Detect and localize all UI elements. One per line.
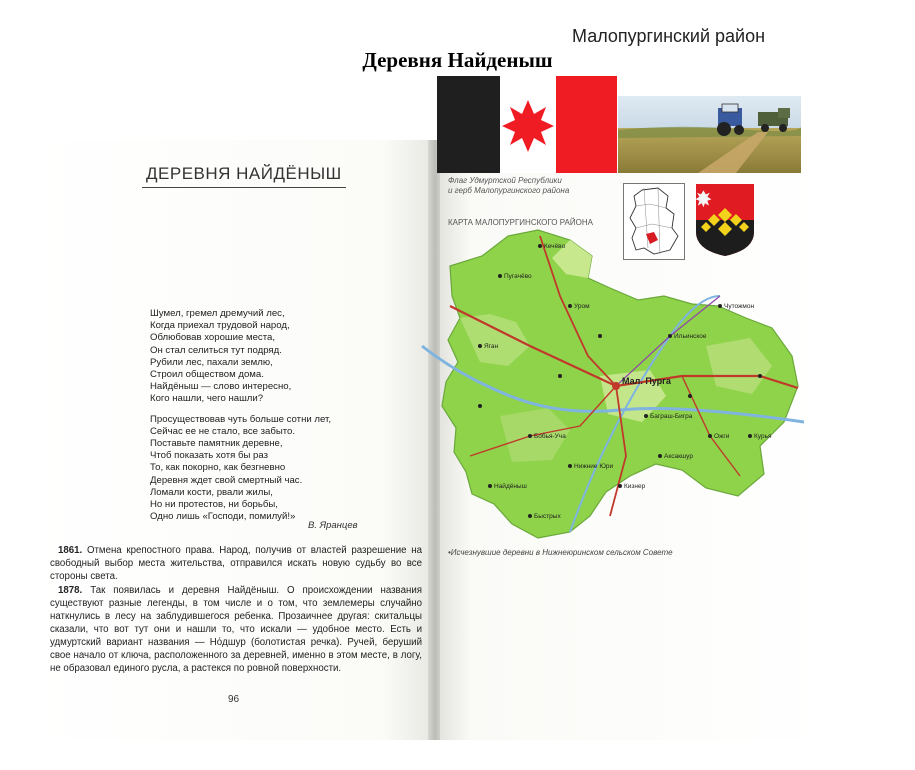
poem-line: Когда приехал трудовой народ, [150, 320, 290, 332]
poem-line: Чтоб показать хотя бы раз [150, 450, 269, 462]
map-label: Аксакшур [664, 453, 693, 460]
map-label: Найдёныш [494, 483, 527, 490]
poem-line: Шумел, гремел дремучий лес, [150, 308, 285, 319]
poem-line: Одно лишь «Господи, помилуй!» [150, 511, 296, 523]
tractor-field-photo [618, 96, 801, 173]
map-label: Баграш-Бигра [650, 413, 693, 420]
chapter-heading: ДЕРЕВНЯ НАЙДЁНЫШ [142, 164, 346, 188]
poem-line: Ломали кости, рвали жилы, [150, 486, 273, 498]
history-year: 1861. [58, 545, 83, 556]
poem [150, 308, 410, 531]
poem-stanza-1 [150, 308, 410, 406]
left-page [30, 140, 430, 740]
history-text [50, 544, 422, 676]
poem-line: Поставьте памятник деревне, [150, 438, 283, 450]
poem-stanza-2 [150, 414, 410, 524]
history-body: Так появилась и деревня Найдёныш. О происхождении названия существуют разные легенды, в том числе и о том, что землемеры случайно наткнулись в лесу на заблудившегося ребенка. Прозаичнее другая: скитальцы сказали, что вот тут они и нашли то, что искали — удобное место. Есть и удмуртский вариант названия — Нόдшур (болотистая речка). Ручей, беруший свое начало от ключа, расположенного за деревней, именно в этом месте, в логу, не образовал единого русла, а растекся по ровной поверхности. [50, 585, 422, 674]
tractor-icon [717, 104, 744, 136]
map-label: Бобья-Уча [534, 433, 566, 440]
flag-caption-line: и герб Малопургинского района [448, 186, 570, 195]
map-label: Нижние Юри [574, 463, 614, 470]
poem-line: Сейчас ее не стало, все забыто. [150, 425, 296, 437]
district-title: Малопургинский район [572, 26, 766, 46]
history-paragraph-1878 [50, 584, 422, 675]
map-label: Яган [484, 343, 499, 350]
map-caption: КАРТА МАЛОПУРГИНСКОГО РАЙОНА [448, 218, 593, 227]
poem-line: То, как покорно, как безгневно [150, 462, 286, 474]
flag-red-stripe [556, 76, 617, 173]
history-paragraph-1861 [50, 544, 422, 583]
poem-line: Кого нашли, чего нашли? [150, 393, 264, 405]
poem-line: Рубили лес, пахали землю, [150, 356, 273, 368]
map-footnote: •Исчезнувшие деревни в Нижнеюринском сельском Совете [448, 548, 673, 557]
flag-caption [448, 176, 569, 196]
document-title: Деревня Найденыш [362, 48, 553, 72]
map-label: Уром [574, 303, 590, 310]
map-label: Быстрых [534, 513, 561, 520]
map-label: Ожги [714, 433, 730, 440]
history-body: Отмена крепостного права. Народ, получив от властей разрешение на свободный выбор места жительства, отправился искать новую судьбу во все стороны света. [50, 545, 422, 582]
map-label: Кизнер [624, 483, 646, 490]
map-label: Пугачёво [504, 273, 532, 280]
map-label: Курья [754, 433, 772, 440]
poem-line: Просуществовав чуть больше сотни лет, [150, 413, 332, 425]
map-label-center: Мал. Пурга [622, 376, 671, 386]
map-label: Чутожмон [724, 303, 755, 310]
district-map [420, 226, 804, 548]
page-number: 96 [228, 694, 240, 705]
poem-line: Строил обществом дома. [150, 369, 264, 381]
flag-black-stripe [437, 76, 500, 173]
udmurt-solar-sign-icon [500, 98, 556, 154]
poem-line: Деревня ждет свой смертный час. [150, 474, 303, 486]
poem-line: Облюбовав хорошие места, [150, 332, 276, 344]
map-label: Кечёво [544, 243, 566, 250]
poem-line: Но ни протестов, ни борьбы, [150, 499, 278, 511]
poem-line: Он стал селиться тут подряд. [150, 344, 282, 356]
poem-author: В. Яранцев [308, 520, 358, 531]
map-label: Ильинское [674, 333, 707, 340]
flag-caption-line: Флаг Удмуртской Республики [448, 176, 562, 185]
poem-line: Найдёныш — слово интересно, [150, 381, 292, 393]
history-year: 1878. [58, 585, 83, 596]
